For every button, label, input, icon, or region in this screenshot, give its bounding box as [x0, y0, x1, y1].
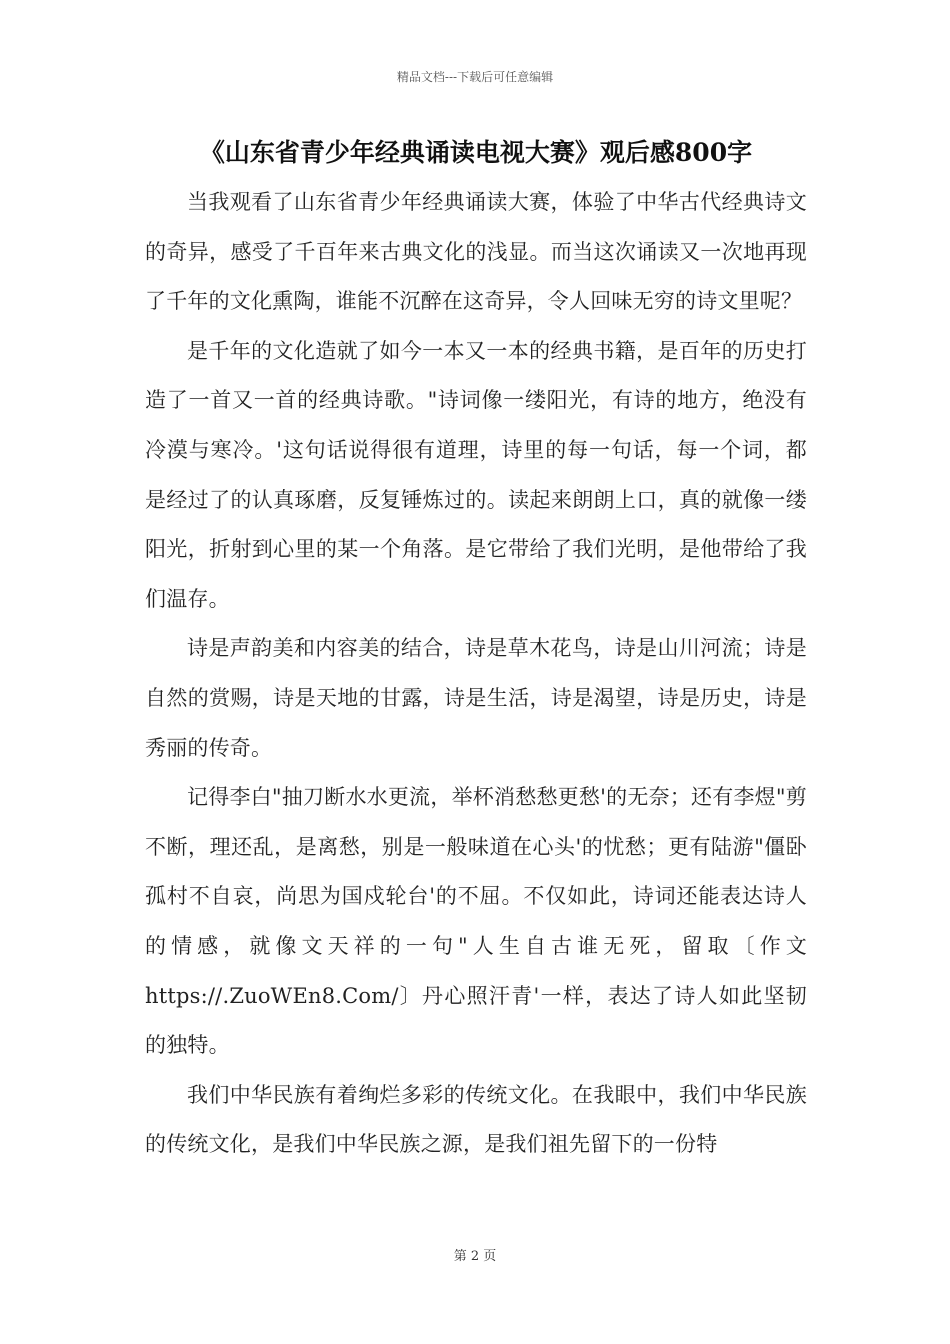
- paragraph-5: 我们中华民族有着绚烂多彩的传统文化。在我眼中，我们中华民族的传统文化，是我们中华民族之源，是我们祖先留下的一份特: [145, 1082, 807, 1157]
- page-number: 第 2 页: [453, 1249, 497, 1264]
- document-body: [145, 178, 807, 1170]
- paragraph-1: 当我观看了山东省青少年经典诵读大赛，体验了中华古代经典诗文的奇异，感受了千百年来古典文化的浅显。而当这次诵读又一次地再现了千年的文化熏陶，谁能不沉醉在这奇异，令人回味无穷的诗文里呢？: [145, 190, 807, 314]
- paragraph-3: 诗是声韵美和内容美的结合，诗是草木花鸟，诗是山川河流；诗是自然的赏赐，诗是天地的甘露，诗是生活，诗是渴望，诗是历史，诗是秀丽的传奇。: [145, 636, 807, 760]
- document-title: 《山东省青少年经典诵读电视大赛》观后感800字: [199, 138, 753, 167]
- paragraph-4: 记得李白"抽刀断水水更流，举杯消愁愁更愁'的无奈；还有李煜"剪不断，理还乱，是离愁，别是一般味道在心头'的忧愁；更有陆游"僵卧孤村不自哀，尚思为国戍轮台'的不屈。不仅如此，诗词还能表达诗人的情感，就像文天祥的一句"人生自古谁无死，留取〔作文https://.ZuoWEn8.Com/〕丹心照汗青'一样，表达了诗人如此坚韧的独特。: [145, 785, 807, 1058]
- page-header: 精品文档---下载后可任意编辑: [396, 70, 554, 84]
- paragraph-2: 是千年的文化造就了如今一本又一本的经典书籍，是百年的历史打造了一首又一首的经典诗歌。"诗词像一缕阳光，有诗的地方，绝没有冷漠与寒冷。'这句话说得很有道理，诗里的每一句话，每一个词，都是经过了的认真琢磨，反复锤炼过的。读起来朗朗上口，真的就像一缕阳光，折射到心里的某一个角落。是它带给了我们光明，是他带给了我们温存。: [145, 338, 807, 611]
